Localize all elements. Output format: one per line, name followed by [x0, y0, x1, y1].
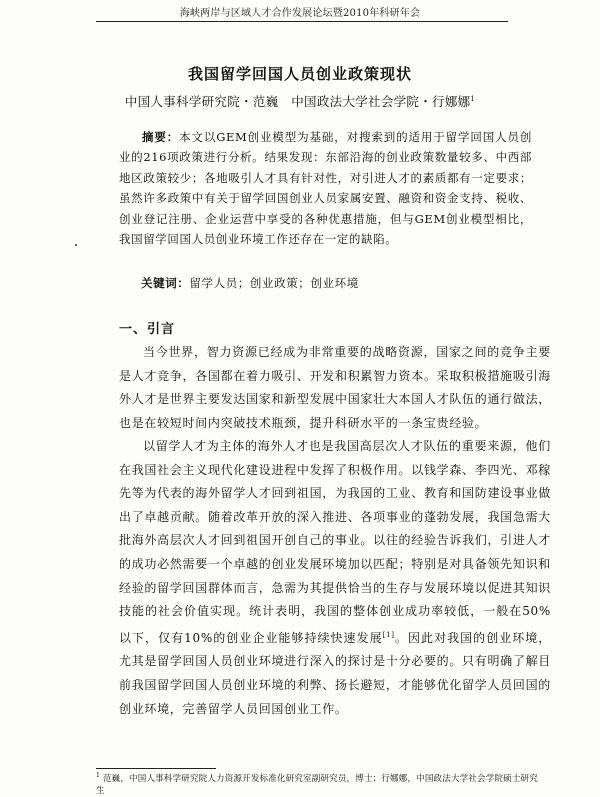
margin-mark	[75, 244, 77, 246]
paragraph-2-text-b: 。因此对我国的创业环境，尤其是留学回国人员创业环境进行深入的探讨是十分必要的。只有明确了解目前我国留学回国人员创业环境的利弊、扬长避短，才能够优化留学人员回国的创业环境，完善留学人员回国创业工作。	[119, 630, 552, 716]
abstract-text: 本文以GEM创业模型为基础，对搜索到的适用于留学回国人员创业的216项政策进行分析。结果发现：东部沿海的创业政策数量较多、中西部地区政策较少；各地吸引人才具有针对性，对引进人才的素质都有一定要求；虽然许多政策中有关于留学回国创业人员家属安置、融资和资金支持、税收、创业登记注册、企业运营中享受的各种优惠措施，但与GEM创业模型相比，我国留学回国人员创业环境工作还存在一定的缺陷。	[119, 130, 532, 247]
abstract-label: 摘要：	[142, 130, 180, 144]
author-note-mark: 1	[470, 94, 476, 103]
body-paragraph-2	[119, 435, 551, 721]
body-paragraph-1: 当今世界，智力资源已经成为非常重要的战略资源，国家之间的竞争主要是人才竞争，各国都在着力吸引、开发和积累智力资本。采取积极措施吸引海外人才是世界主要发达国家和新型发展中国家壮大本国人才队伍的通行做法，也是在较短时间内突破技术瓶颈，提升科研水平的一条宝贵经验。	[119, 345, 551, 430]
citation-ref: [1]	[382, 630, 395, 639]
keywords	[141, 275, 521, 291]
author-line	[60, 92, 540, 110]
section-heading: 一、引言	[119, 322, 176, 337]
header-rule	[96, 21, 508, 22]
footnote	[96, 770, 546, 797]
author-names: 中国人事科学研究院・范巍 中国政法大学社会学院・行娜娜	[124, 94, 471, 109]
footnote-rule	[96, 768, 216, 769]
abstract	[119, 127, 532, 249]
article-title: 我国留学回国人员创业政策现状	[187, 65, 412, 83]
keywords-label: 关键词：	[141, 276, 190, 290]
footnote-text: 范巍，中国人事科学研究院人力资源开发标准化研究室副研究员，博士；行娜娜，中国政法大学社会学院硕士研究生	[96, 773, 538, 796]
running-head: 海峡两岸与区域人才合作发展论坛暨2010年科研年会	[179, 8, 421, 19]
footnote-mark: 1	[96, 772, 101, 779]
paragraph-2-text-a: 以留学人才为主体的海外人才也是我国高层次人才队伍的重要来源，他们在我国社会主义现代化建设进程中发挥了积极作用。以钱学森、李四光、邓稼先等为代表的海外留学人才回到祖国，为我国的工业、教育和国防建设事业做出了卓越贡献。随着改革开放的深入推进、各项事业的蓬勃发展，我国急需大批海外高层次人才回到祖国开创自己的事业。以往的经验告诉我们，引进人才的成功必然需要一个卓越的创业发展环境加以匹配；特别是对具备领先知识和经验的留学回国群体而言，急需为其提供恰当的生存与发展环境以促进其知识技能的社会价值实现。统计表明，我国的整体创业成功率较低，一般在50%以下，仅有10%的创业企业能够持续快速发展	[119, 439, 551, 645]
keywords-text: 留学人员；创业政策；创业环境	[189, 276, 359, 290]
